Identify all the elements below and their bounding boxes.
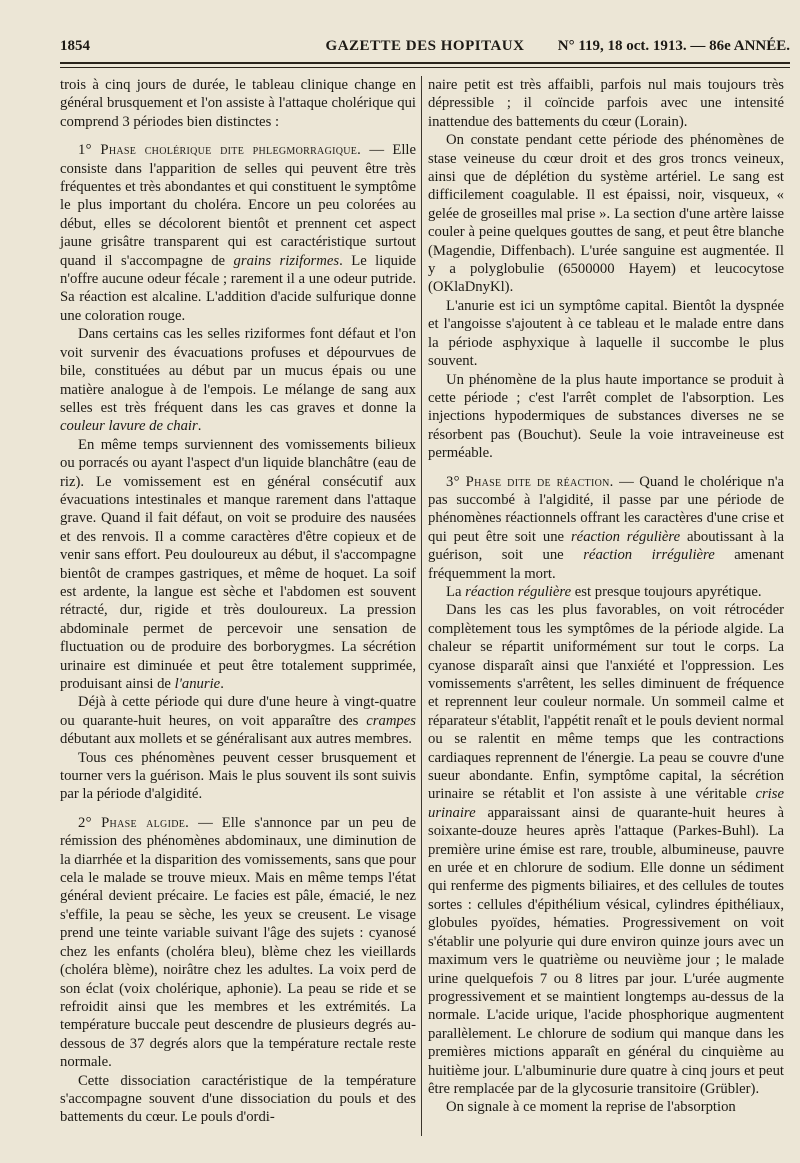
paragraph: Déjà à cette période qui dure d'une heure à vingt-quatre ou quarante-huit heures, on voit apparaître des crampes débutant aux mollets et se généralisant aux autres membres. (60, 694, 416, 748)
paragraph: On constate pendant cette période des phénomènes de stase veineuse du cœur droit et des gros troncs veineux, ainsi que de déplétion du système artériel. Le sang est difficilement coagulable. Il est épaissi, noir, visqueux, « gelée de groseilles mal prise ». La section d'une artère laisse couler à peine quelques gouttes de sang, et peut être blanche (Magendie, Diffenbach). L'urée sanguine est augmentée. Il y a polyglobulie (6500000 Hayem) et leucocytose (OKlaDnyKl). (428, 132, 784, 296)
journal-title: GAZETTE DES HOPITAUX (325, 38, 525, 54)
paragraph: Tous ces phénomènes peuvent cesser brusquement et tourner vers la guérison. Mais le plus souvent ils sont suivis par la période d'algidité. (60, 749, 416, 803)
header-rule-thin (60, 67, 790, 68)
paragraph: Cette dissociation caractéristique de la température s'accompagne souvent d'une dissociation du pouls et des battements du cœur. Le pouls d'ordi- (60, 1072, 416, 1126)
page-header (60, 34, 790, 58)
paragraph: On signale à ce moment la reprise de l'absorption (446, 1099, 736, 1116)
section-title: 1° Phase cholérique dite phlegmorragique. (78, 142, 362, 159)
section-phlegmorragique: 1° Phase cholérique dite phlegmorragique. — Elle consiste dans l'apparition de selles qui peuvent être très fréquentes et très abondantes et qui constituent le symptôme le plus important du choléra. Encore un peu colorées au début, elles se décolorent bientôt et prennent cet aspect jaune grisâtre transparent qui est caractéristique surtout quand il s'accompagne de grains riziformes. Le liquide n'offre aucune odeur fécale ; rarement il a une odeur putride. Sa réaction est alcaline. L'addition d'acide sulfurique donne une coloration rouge. (60, 142, 417, 324)
paragraph: Un phénomène de la plus haute importance se produit à cette période ; c'est l'arrêt complet de l'absorption. Les injections hypodermiques de substances diverses ne se résorbent pas (Bouchut). Seule la voie intraveineuse est perméable. (428, 371, 784, 462)
right-column (428, 76, 784, 1117)
paragraph: La réaction régulière est presque toujours apyrétique. (446, 583, 762, 600)
page-number: 1854 (60, 38, 90, 54)
section-algide: 2° Phase algide. — Elle s'annonce par un peu de rémission des phénomènes abdominaux, une diminution de la diarrhée et la disparition des vomissements, sans que pour cela le malade se trouve mieux. Mais en même temps l'état général devient précaire. Le facies est pâle, émacié, le nez s'effile, la peau se sèche, les yeux se creusent. Le visage prend une teinte variable suivant l'âge des sujets : cyanosé chez les enfants (choléra bleu), blème chez les vieillards (choléra blème), noirâtre chez les adultes. La voix perd de son éclat (voix cholérique, aphonie). La peau se ride et se refroidit ainsi que les membres et les extrémités. La température buccale peut descendre de plusieurs degrés au-dessous de 37 degrés alors que la température rectale reste normale. (60, 814, 416, 1071)
issue-info: N° 119, 18 oct. 1913. — 86e ANNÉE. (557, 38, 790, 54)
column-divider (421, 76, 422, 1136)
paragraph: Dans les cas les plus favorables, on voit rétrocéder complètement tous les symptômes de la période algide. La chaleur se répartit uniformément sur tout le corps. La cyanose disparaît ainsi que l'anxiété et l'oppression. Les vomissements s'arrêtent, les selles diminuent de fréquence et reprennent leur couleur normale. Un sommeil calme et réparateur s'établit, l'appétit renaît et le pouls devient normal ou se ralentit en même temps que les contractions cardiaques reprennent de l'énergie. La peau se couvre d'une sueur abondante. Enfin, symptôme capital, la sécrétion urinaire se rétablit et l'on assiste à une véritable crise urinaire apparaissant ainsi de quarante-huit heures à soixante-douze heures après l'attaque (Parkes-Buhl). La première urine émise est rare, trouble, albumineuse, pauvre en urée et en chlorure de sodium. Elle donne un sédiment qui renferme des pigments biliaires, et des cellules de toutes sortes : cellules d'épithélium vésical, cylindres épithéliaux, globules pyoïdes, hématies. Progressivement on voit s'établir une polyurie qui dure environ quinze jours avec un maximum vers le quatrième ou neuvième jour ; le malade urine quelquefois 7 ou 8 litres par jour. L'urée augmente progressivement et se maintient longtemps au-dessus de la normale. L'acide urique, l'acide phosphorique augmentent parallèlement. Le chlorure de sodium qui manque dans les premières mictions apparaît en général du cinquième au huitième jour. L'albuminurie dure quatre à cinq jours et peut être remplacée par de la glycosurie transitoire (Grübler). (428, 602, 784, 1097)
header-rule-thick (60, 62, 790, 64)
left-column (60, 76, 416, 1127)
paragraph: trois à cinq jours de durée, le tableau clinique change en général brusquement et l'on assiste à l'attaque cholérique qui comprend 3 périodes bien distinctes : (60, 77, 416, 130)
paragraph: En même temps surviennent des vomissements bilieux ou porracés ou ayant l'aspect d'un liquide blanchâtre (eau de riz). Le vomissement est en général consécutif aux évacuations intestinales et manque rarement dans l'attaque grave. Quand il fait défaut, on voit se produire des nausées et des renvois. Il a comme caractères d'être copieux et de venir sans effort. Peu douloureux au début, il s'accompagne bientôt de crampes gastriques, et même de hoquet. La soif est ardente, la langue est sèche et l'abdomen est souvent rétracté, dur, rigide et très douloureux. La pression abdominale permet de percevoir une sensation de fluctuation ou de produire des borborygmes. La sécrétion urinaire est diminuée et peut être totalement supprimée, produisant ainsi de l'anurie. (60, 436, 416, 692)
section-title: 3° Phase dite de réaction. (446, 473, 614, 490)
paragraph: L'anurie est ici un symptôme capital. Bientôt la dyspnée et l'angoisse s'ajoutent à ce tableau et le malade entre dans la période asphyxique à laquelle il succombe le plus souvent. (428, 297, 784, 370)
section-title: 2° Phase algide. (78, 814, 190, 831)
section-reaction: 3° Phase dite de réaction. — Quand le cholérique n'a pas succombé à l'algidité, il passe par une période de phénomènes réactionnels offrant les caractères d'une crise et qui peut être soit une réaction régulière aboutissant à la guérison, soit une réaction irrégulière amenant fréquemment la mort. (428, 473, 785, 582)
paragraph: Dans certains cas les selles riziformes font défaut et l'on voit survenir des évacuations profuses et dépourvues de bile, constituées au début par un mucus épais ou une matière analogue à de l'empois. Le mélange de sang aux selles est très fréquent dans les cas graves et donne la couleur lavure de chair. (60, 326, 416, 435)
paragraph: naire petit est très affaibli, parfois nul mais toujours très dépressible ; il coïncide parfois avec une intensité inattendue des battements du cœur (Lorain). (428, 77, 784, 130)
